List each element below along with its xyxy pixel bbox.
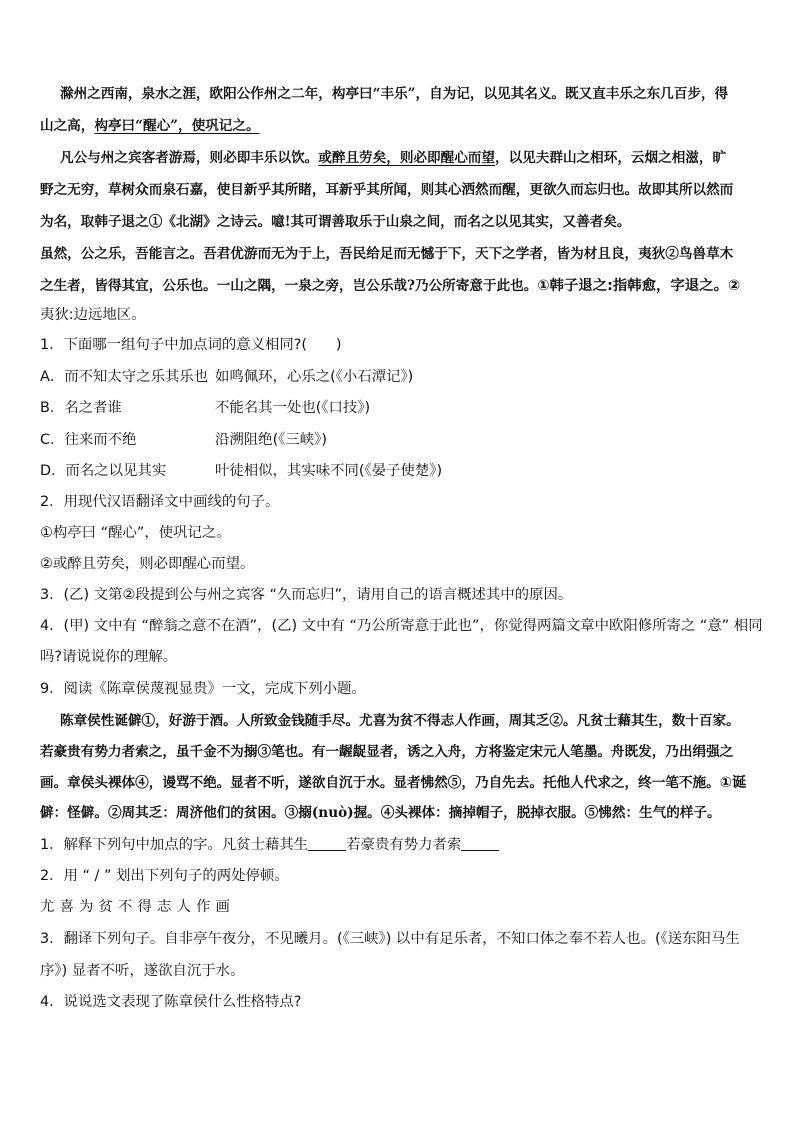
passage-line: 虽然，公之乐，吾能言之。吾君优游而无为于上，吾民给足而无憾于下，天下之学者，皆为材且良，夷狄②鸟兽草木 <box>40 246 734 262</box>
char: 为 <box>79 899 94 915</box>
answer-blank[interactable] <box>461 838 499 851</box>
passage-line <box>40 274 740 295</box>
char: 画 <box>215 899 230 915</box>
question-item: ①构亭曰 “醒心”，使巩记之。 <box>40 525 231 541</box>
question-title: 1．下面哪一组句子中加点词的意义相同?( ) <box>40 337 342 353</box>
question-title: 3．(乙) 文第②段提到公与州之宾客 “久而忘归”，请用自己的语言概述其中的原因。 <box>40 587 573 603</box>
option-d-right: 叶徒相似，其实味不同(《晏子使楚》) <box>215 463 443 479</box>
option-d <box>40 459 442 480</box>
char: 得 <box>137 899 152 915</box>
char: 贫 <box>98 899 113 915</box>
question-title: 4．说说选文表现了陈章侯什么性格特点? <box>40 994 302 1010</box>
question-title: 4．(甲) 文中有 “醉翁之意不在酒”，(乙) 文中有 “乃公所寄意于此也”，你觉得两篇文章中欧阳修所寄之 “意” 相同 <box>40 618 763 634</box>
char: 不 <box>118 899 133 915</box>
option-c <box>40 428 327 449</box>
annotation: ①诞 <box>719 775 747 791</box>
char: 尤 <box>40 899 55 915</box>
char: 志 <box>157 899 172 915</box>
passage-line: 若豪贵有势力者索之，虽千金不为搦③笔也。有一龌龊显者，诱之入舟，方将鉴定宋元人笔墨。舟既发，乃出绢强之 <box>40 744 734 760</box>
char: 作 <box>196 899 211 915</box>
question-title: 吗?请说说你的理解。 <box>40 649 178 665</box>
question-title: 3．翻译下列句子。自非亭午夜分，不见曦月。(《三峡》) 以中有足乐者，不知口体之奉不若人也。(《送东阳马生 <box>40 931 740 947</box>
question-item: ②或醉且劳矣，则必即醒心而望。 <box>40 556 255 572</box>
underlined-sentence-2: 或醉且劳矣，则必即醒心而望 <box>318 150 495 166</box>
passage-text: 画。章侯头裸体④，谩骂不绝。显者不听，遂欲自沉于水。显者怫然⑤，乃自先去。托他人代求之，终一笔不施。 <box>40 775 720 791</box>
spaced-sentence <box>40 895 235 916</box>
char: 喜 <box>59 899 74 915</box>
option-a <box>40 365 413 386</box>
passage-text: 之生者，皆得其宜，公乐也。一山之隅，一泉之旁，岂公乐哉?乃公所寄意于此也。 <box>40 278 538 294</box>
option-d-left: D．而名之以见其实 <box>40 463 167 479</box>
option-c-right: 沿溯阻绝(《三峡》) <box>215 432 327 448</box>
option-a-right: 如鸣佩环，心乐之(《小石潭记》) <box>215 369 414 385</box>
question-title <box>40 833 499 854</box>
question-title: 序》) 显者不听，遂欲自沉于水。 <box>40 963 245 979</box>
question-title: 2．用现代汉语翻译文中画线的句子。 <box>40 494 280 510</box>
passage-line: 为名，取韩子退之①《北湖》之诗云。噫!其可谓善取乐于山泉之间，而名之以见其实，又善者矣。 <box>40 214 631 230</box>
passage-text: 凡公与州之宾客者游焉，则必即丰乐以饮。 <box>60 150 319 166</box>
passage-line: 僻：怪僻。②周其乏：周济他们的贫困。③搦(nuò)握。④头裸体：摘掉帽子，脱掉衣服。⑤怫然：生气的样子。 <box>40 805 721 821</box>
annotation: ①韩子退之:指韩愈，字退之。② <box>537 278 741 294</box>
passage-line: 野之无穷，草树众而泉石嘉，使目新乎其所睹，耳新乎其所闻，则其心洒然而醒，更欲久而忘归也。故即其所以然而 <box>40 182 734 198</box>
passage-line: 滁州之西南，泉水之涯，欧阳公作州之二年，构亭曰“丰乐”，自为记，以见其名义。既又直丰乐之东几百步，得 <box>60 86 729 102</box>
passage-line <box>40 114 260 134</box>
passage-line <box>40 771 746 792</box>
answer-blank[interactable] <box>308 838 346 851</box>
question-title: 2．用 “ / ” 划出下列句子的两处停顿。 <box>40 868 289 884</box>
section-heading: 9．阅读《陈章侯蔑视显贵》一文，完成下列小题。 <box>40 681 366 697</box>
passage-text: 山之高， <box>40 118 95 134</box>
option-b <box>40 396 370 417</box>
char: 人 <box>176 899 191 915</box>
question-text: 1．解释下列句中加点的字。凡贫士藉其生 <box>40 837 309 853</box>
passage-text: ，以见夫群山之相环，云烟之相滋，旷 <box>495 150 727 166</box>
option-a-left: A．而不知太守之乐其乐也 <box>40 369 209 385</box>
option-c-left: C．往来而不绝 <box>40 432 137 448</box>
option-b-left: B．名之者谁 <box>40 400 122 416</box>
passage-line <box>60 146 726 166</box>
passage-line: 陈章侯性诞僻①，好游于酒。人所致金钱随手尽。尤喜为贫不得志人作画，周其乏②。凡贫士藉其生，数十百家。 <box>60 713 740 729</box>
option-b-right: 不能名其一处也(《口技》) <box>215 400 371 416</box>
question-text: 若豪贵有势力者索 <box>346 837 462 853</box>
underlined-sentence-1: 构亭曰“醒心”，使巩记之。 <box>94 118 260 134</box>
annotation: 夷狄:边远地区。 <box>40 307 146 323</box>
